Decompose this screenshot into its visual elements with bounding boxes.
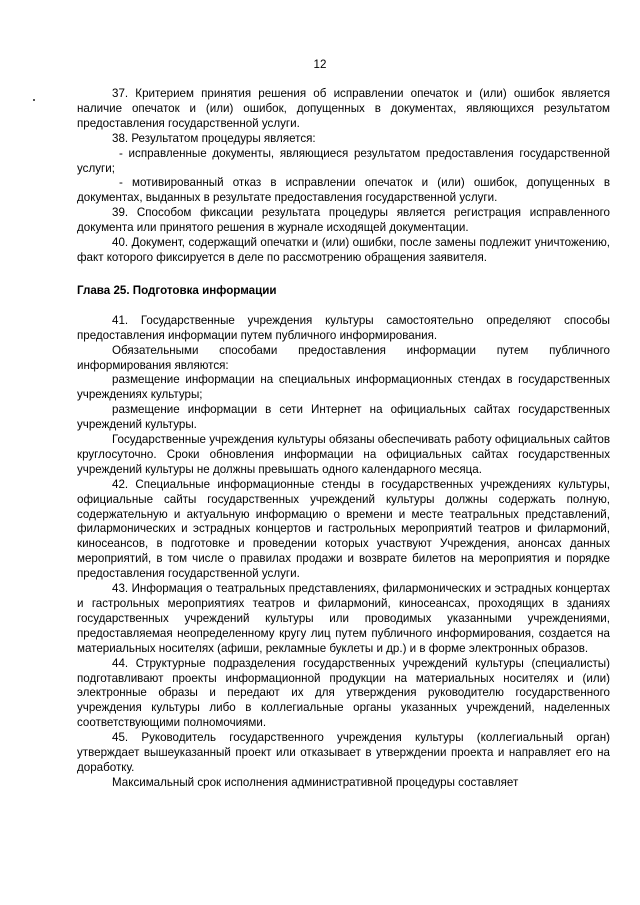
- paragraph: 38. Результатом процедуры является:: [112, 131, 316, 145]
- paragraph: размещение информации на специальных информационных стендах в государственных учреждениях культуры;: [77, 373, 610, 402]
- paragraph: 39. Способом фиксации результата процедуры является регистрация исправленного документа или принятого решения в журнале исходящей документации.: [77, 206, 610, 235]
- section-before-heading: [77, 87, 610, 266]
- paragraph: Государственные учреждения культуры обязаны обеспечивать работу официальных сайтов круглосуточно. Сроки обновления информации на официальных сайтах государственных учреждений культуры не должны превышать одного календарного месяца.: [77, 433, 610, 476]
- margin-mark: [33, 99, 35, 101]
- document-body: [77, 87, 610, 791]
- page-number: 12: [313, 58, 327, 71]
- paragraph: 45. Руководитель государственного учреждения культуры (коллегиальный орган) утверждает вышеуказанный проект или отказывает в утверждении проекта и направляет его на доработку.: [77, 731, 610, 774]
- paragraph: размещение информации в сети Интернет на официальных сайтах государственных учреждений культуры.: [77, 403, 610, 432]
- paragraph: Максимальный срок исполнения административной процедуры составляет: [112, 775, 519, 789]
- paragraph: - мотивированный отказ в исправлении опечаток и (или) ошибок, допущенных в документах, выданных в результате предоставления государственной услуги.: [77, 176, 610, 205]
- paragraph: Обязательными способами предоставления информации путем публичного информирования являются:: [77, 343, 610, 372]
- paragraph: 41. Государственные учреждения культуры самостоятельно определяют способы предоставления информации путем публичного информирования.: [77, 313, 610, 342]
- paragraph: 43. Информация о театральных представлениях, филармонических и эстрадных концертах и гастрольных мероприятиях театров и филармоний, киносеансах, проходящих в зданиях государственных учреждений культуры или проводимых указанными учреждениями, предоставляемая неопределенному кругу лиц путем публичного информирования, создается на материальных носителях (афиши, рекламные буклеты и др.) и в форме электронных образов.: [77, 582, 610, 655]
- paragraph: 44. Структурные подразделения государственных учреждений культуры (специалисты) подготавливают проекты информационной продукции на материальных носителях и (или) электронные образы и передают их для утверждения руководителю государственного учреждения культуры либо в коллегиальные органы указанных учреждений, наделенных соответствующими полномочиями.: [77, 656, 610, 730]
- paragraph: 40. Документ, содержащий опечатки и (или) ошибки, после замены подлежит уничтожению, факт которого фиксируется в деле по рассмотрению обращения заявителя.: [77, 236, 610, 264]
- chapter-heading: Глава 25. Подготовка информации: [77, 283, 277, 297]
- paragraph: - исправленные документы, являющиеся результатом предоставления государственной услуги;: [77, 146, 610, 175]
- section-after-heading: [77, 314, 610, 791]
- paragraph: 42. Специальные информационные стенды в государственных учреждениях культуры, официальные сайты государственных учреждений культуры должны содержать полную, содержательную и актуальную информацию о времени и месте театральных представлений, филармонических и эстрадных концертов и гастрольных мероприятий театров и филармоний, киносеансов, в подготовке и проведении которых участвуют Учреждения, анонсах данных мероприятий, в том числе о правилах продажи и возврате билетов на мероприятия и порядке предоставления государственной услуги.: [77, 477, 610, 581]
- paragraph: 37. Критерием принятия решения об исправлении опечаток и (или) ошибок является наличие опечаток и (или) ошибок, допущенных в документах, являющихся результатом предоставления государственной услуги.: [77, 87, 610, 130]
